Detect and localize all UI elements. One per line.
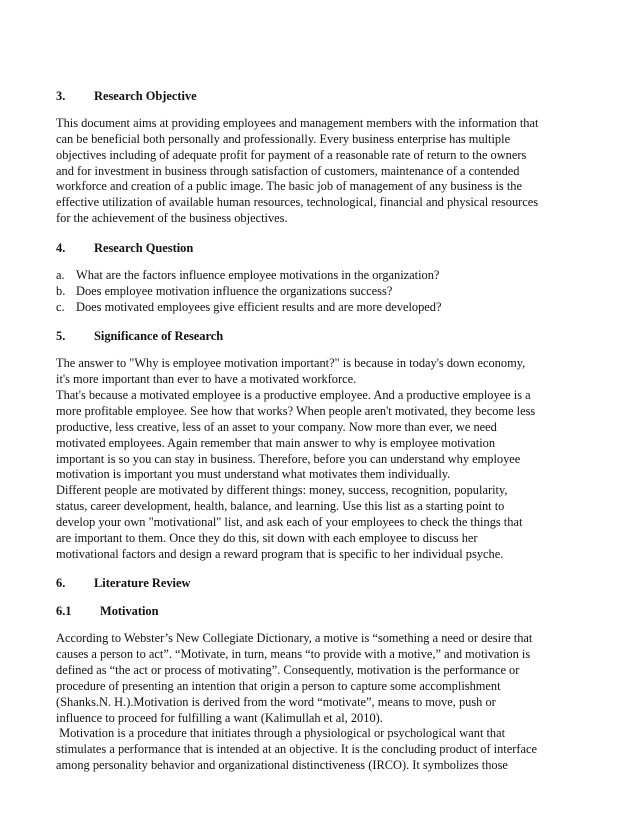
section-title: Motivation <box>100 604 159 619</box>
text-line: The answer to "Why is employee motivation important?" is because in today's down economy, <box>56 356 526 371</box>
list-item-text: Does employee motivation influence the organizations success? <box>76 283 393 298</box>
paragraph-significance <box>56 356 552 562</box>
text-line: motivation is important you must understand what motivates them individually. <box>56 467 451 482</box>
text-line: procedure of presenting an intention that origin a person to capture some accomplishment <box>56 678 501 693</box>
list-marker: b. <box>56 283 66 298</box>
text-line: status, career development, health, balance, and learning. Use this list as a starting point to <box>56 499 505 514</box>
text-line: Different people are motivated by different things: money, success, recognition, popularity, <box>56 483 508 498</box>
section-title: Significance of Research <box>94 329 224 344</box>
section-number: 6.1 <box>56 604 72 619</box>
text-line: among personality behavior and organizational distinctiveness (IRCO). It symbolizes those <box>56 758 508 773</box>
paragraph-motivation <box>56 631 552 774</box>
list-item <box>56 284 552 300</box>
text-line: can be beneficial both personally and professionally. Every business enterprise has multiple <box>56 131 511 146</box>
text-line: influence to proceed for fulfilling a want (Kalimullah et al, 2010). <box>56 710 383 725</box>
text-line: (Shanks.N. H.).Motivation is derived from the word “motivate”, means to move, push or <box>56 694 496 709</box>
section-heading-research-objective <box>56 88 552 104</box>
research-question-list <box>56 268 552 316</box>
section-title: Research Question <box>94 240 194 255</box>
section-title: Research Objective <box>94 89 197 103</box>
text-line: more profitable employee. See how that works? When people aren't motivated, they become less <box>56 403 536 418</box>
list-item-text: Does motivated employees give efficient results and are more developed? <box>76 299 442 314</box>
text-line: causes a person to act”. “Motivate, in turn, means “to provide with a motive,” and motivation is <box>56 647 531 662</box>
section-title: Literature Review <box>94 576 191 591</box>
section-number: 3. <box>56 89 66 103</box>
list-marker: a. <box>56 267 65 282</box>
text-line: motivated employees. Again remember that main answer to why is employee motivation <box>56 435 496 450</box>
page-content <box>56 88 552 774</box>
text-line: productive, less creative, less of an asset to your company. Now more than ever, we need <box>56 419 497 434</box>
paragraph-research-objective <box>56 116 552 227</box>
text-line: According to Webster’s New Collegiate Dictionary, a motive is “something a need or desire that <box>56 631 533 646</box>
text-line: objectives including of adequate profit for payment of a reasonable rate of return to the owners <box>56 147 527 162</box>
section-heading-research-question <box>56 240 552 256</box>
list-marker: c. <box>56 299 65 314</box>
list-item-text: What are the factors influence employee motivations in the organization? <box>76 267 440 282</box>
text-line: effective utilization of available human resources, technological, financial and physical resources <box>56 195 539 210</box>
text-line: defined as “the act or process of motivating”. Consequently, motivation is the performance or <box>56 663 520 678</box>
section-number: 4. <box>56 240 66 255</box>
list-item <box>56 268 552 284</box>
section-heading-motivation <box>56 603 552 619</box>
text-line: This document aims at providing employees and management members with the information that <box>56 116 539 130</box>
section-heading-literature-review <box>56 575 552 591</box>
text-line: and for investment in business through satisfaction of customers, maintenance of a contended <box>56 163 520 178</box>
text-line: motivational factors and design a reward program that is specific to her individual psyche. <box>56 546 504 561</box>
text-line: workforce and creation of a public image. The basic job of management of any business is the <box>56 179 522 194</box>
text-line: stimulates a performance that is intended at an objective. It is the concluding product of interface <box>56 742 537 757</box>
text-line: Motivation is a procedure that initiates through a physiological or psychological want that <box>56 726 506 741</box>
text-line: for the achievement of the business objectives. <box>56 211 288 226</box>
list-item <box>56 300 552 316</box>
text-line: it's more important than ever to have a motivated workforce. <box>56 372 357 387</box>
section-number: 6. <box>56 576 66 591</box>
section-heading-significance <box>56 328 552 344</box>
section-number: 5. <box>56 329 66 344</box>
text-line: important is so you can stay in business. Therefore, before you can understand why employee <box>56 451 521 466</box>
text-line: are important to them. Once they do this, sit down with each employee to discuss her <box>56 530 478 545</box>
text-line: develop your own "motivational" list, and ask each of your employees to check the things that <box>56 514 523 529</box>
text-line: That's because a motivated employee is a productive employee. And a productive employee is a <box>56 388 531 403</box>
